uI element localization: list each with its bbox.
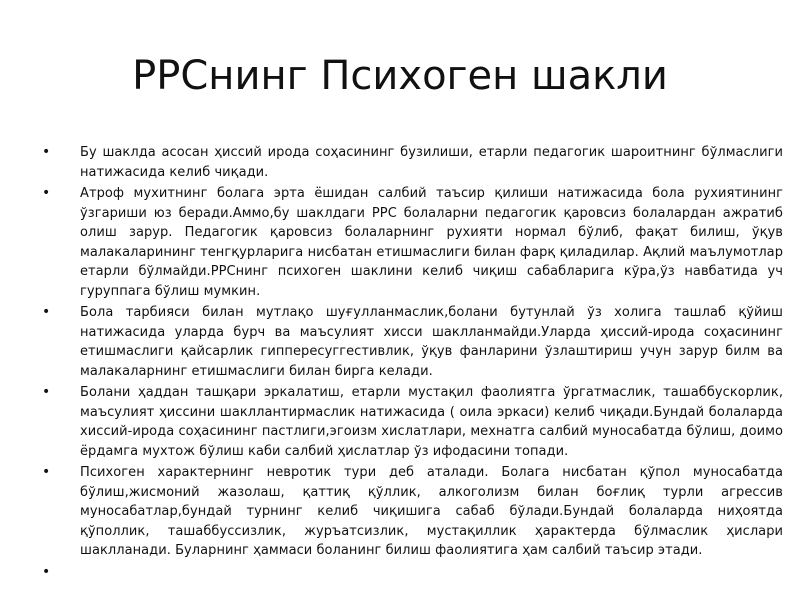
bullet-dot-icon: • [42,464,51,480]
bullet-item [40,463,783,561]
bullet-list [40,143,783,585]
bullet-item [40,184,783,301]
bullet-item [40,303,783,381]
bullet-text: Бола тарбияси билан мутлақо шуғулланмаслик,болани бутунлай ўз холига ташлаб қўйиш натижасида уларда бурч ва маъсулият хисси шаклланмайди.Уларда ҳиссий-ирода соҳасининг етишмаслиги қайсарлик гиппересуггестивлик, ўқув фанларини ўзлаштириш учун зарур билм ва малакаларнинг етишмаслиги билан бирга келади. [80,305,783,379]
bullet-item [40,143,783,182]
bullet-dot-icon: • [42,304,51,320]
bullet-dot-icon: • [42,185,51,201]
bullet-item-empty [40,563,783,583]
bullet-text: Атроф мухитнинг болага эрта ёшидан салбий таъсир қилиши натижасида бола рухиятининг ўзгариши юз беради.Аммо,бу шаклдаги РРС болаларни педагогик қаровсиз болалардан ажратиб олиш зарур. Педагогик қаровсиз болаларнинг рухияти нормал бўлиб, фақат билиш, ўқув малакаларининг тенгқурларига нисбатан етишмаслиги билан фарқ қиладилар. Ақлий маълумотлар етарли бўлмайди.РРСнинг психоген шаклини келиб чиқиш сабабларига кўра,ўз навбатида уч гуруппага бўлиш мумкин. [80,186,783,299]
slide-title: РРСнинг Психоген шакли [132,53,668,99]
bullet-text: Психоген характернинг невротик тури деб аталади. Болага нисбатан қўпол муносабатда бўлиш,жисмоний жазолаш, қаттиқ қўллик, алкоголизм билан боғлиқ турли агрессив муносабатлар,бундай турнинг келиб чиқишига сабаб бўлади.Бундай болаларда ниҳоятда қўполлик, ташаббуссизлик, журъатсизлик, мустақиллик ҳарактерда бўлмаслик ҳислари шаклланади. Буларнинг ҳаммаси боланинг билиш фаолиятига ҳам салбий таъсир этади. [80,465,783,558]
bullet-dot-icon: • [42,144,51,160]
bullet-text: Бу шаклда асосан ҳиссий ирода соҳасининг бузилиши, етарли педагогик шароитнинг бўлмаслиги натижасида келиб чиқади. [80,145,783,180]
bullet-text: Болани ҳаддан ташқари эркалатиш, етарли мустақил фаолиятга ўргатмаслик, ташаббускорлик, маъсулият ҳиссини шакллантирмаслик натижасида ( оила эркаси) келиб чиқади.Бундай болаларда хиссий-ирода соҳасининг пастлиги,эгоизм хислатлари, мехнатга салбий муносабатда бўлиш, доимо ёрдамга мухтож бўлиш каби салбий ҳислатлар ўз ифодасини топади. [80,385,783,459]
bullet-dot-icon: • [42,563,51,580]
bullet-dot-icon: • [42,384,51,400]
bullet-item [40,383,783,461]
